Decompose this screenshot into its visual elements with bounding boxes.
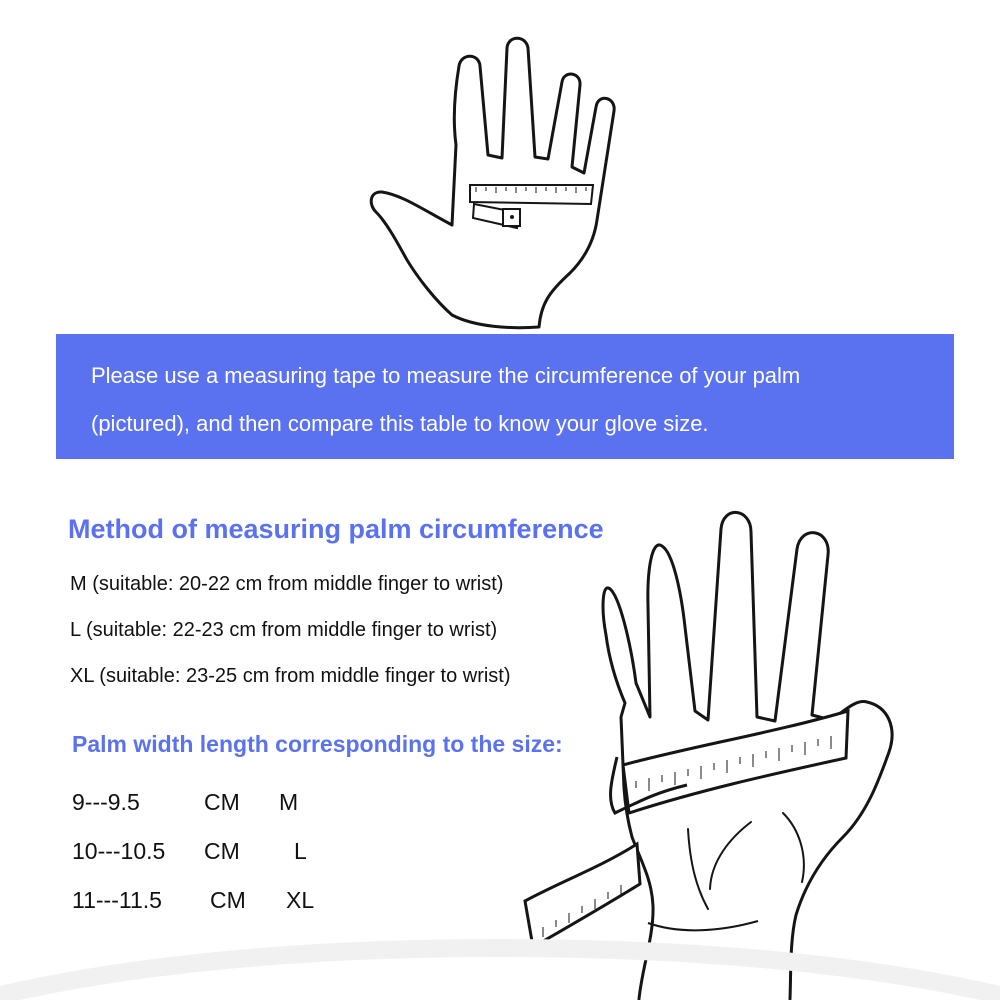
bottom-arc-decoration	[0, 930, 1000, 1000]
unit-label: CM	[204, 789, 240, 815]
size-chart-table	[72, 786, 372, 933]
rule-item-l: L (suitable: 22-23 cm from middle finger to wrist)	[70, 619, 498, 641]
rule-item-m: M (suitable: 20-22 cm from middle finger to wrist)	[70, 573, 504, 595]
palm-range: 11---11.5	[72, 887, 162, 913]
size-row-xl	[72, 884, 372, 933]
unit-label: CM	[210, 887, 246, 913]
hand-measuring-tape-icon	[360, 15, 650, 335]
rule-item-xl: XL (suitable: 23-25 cm from middle finger to wrist)	[70, 665, 511, 687]
unit-label: CM	[204, 838, 240, 864]
glove-size: XL	[286, 887, 315, 913]
glove-size: M	[279, 789, 299, 815]
size-chart-title: Palm width length corresponding to the size:	[72, 731, 563, 757]
instruction-banner	[56, 334, 954, 459]
palm-range: 10---10.5	[72, 838, 166, 864]
instruction-line-1: Please use a measuring tape to measure the circumference of your palm	[91, 363, 801, 388]
palm-range: 9---9.5	[72, 789, 140, 815]
hand-wrist-tape-icon	[505, 485, 1000, 1000]
size-row-m	[72, 786, 372, 835]
glove-size: L	[294, 838, 307, 864]
instruction-line-2: (pictured), and then compare this table to know your glove size.	[91, 411, 709, 436]
size-row-l	[72, 835, 372, 884]
method-title: Method of measuring palm circumference	[68, 514, 604, 544]
